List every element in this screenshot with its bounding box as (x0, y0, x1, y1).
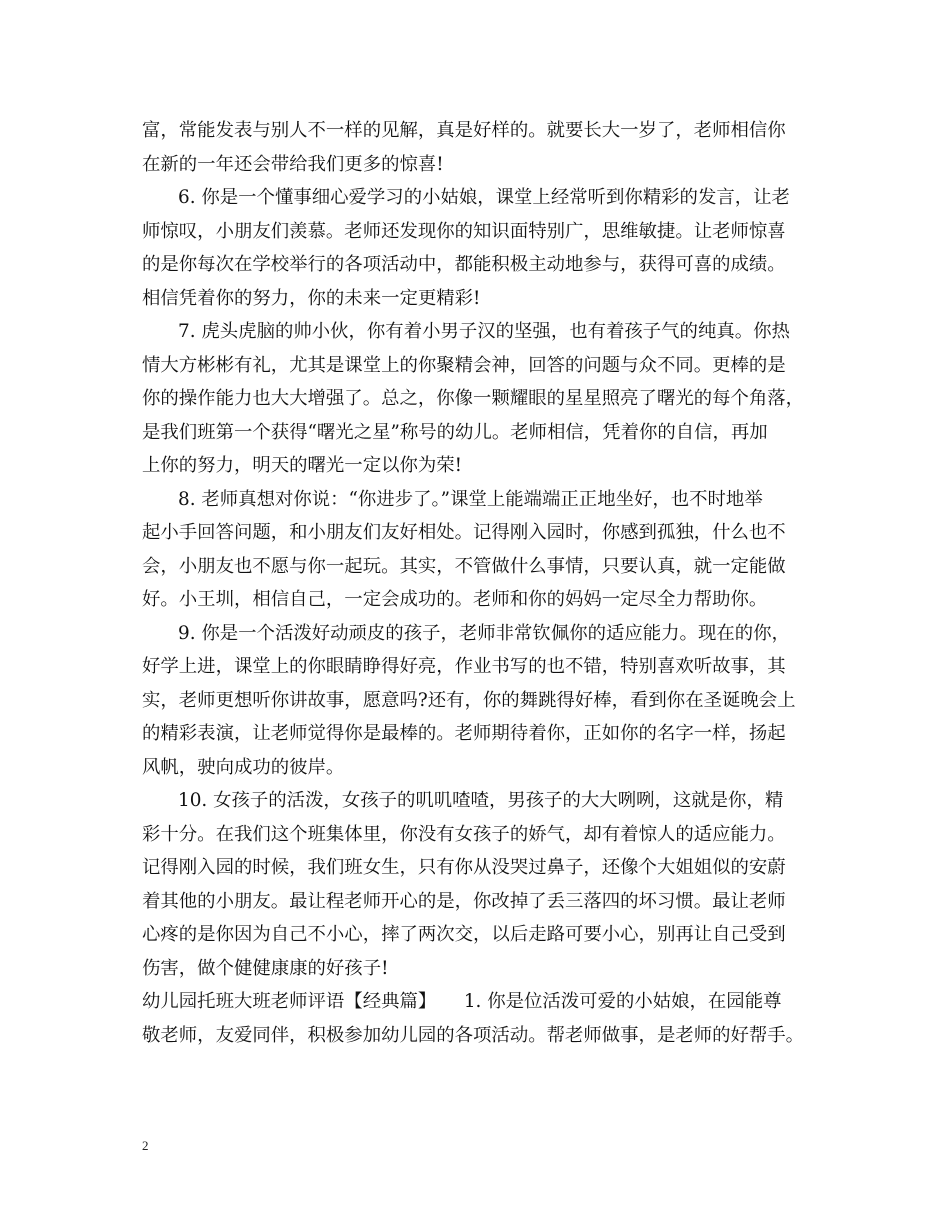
text-line: 的是你每次在学校举行的各项活动中，都能积极主动地参与，获得可喜的成绩。 (142, 254, 786, 275)
text-line: 10. 女孩子的活泼，女孩子的叽叽喳喳，男孩子的大大咧咧，这就是你，精 (178, 790, 784, 811)
text-line: 你的操作能力也大大增强了。总之，你像一颗耀眼的星星照亮了曙光的每个角落， (142, 388, 805, 409)
text-line: 是我们班第一个获得“曙光之星”称号的幼儿。老师相信，凭着你的自信，再加 (142, 421, 768, 443)
text-line: 富，常能发表与别人不一样的见解，真是好样的。就要长大一岁了，老师相信你 (142, 120, 786, 141)
text-line: 敬老师，友爱同伴，积极参加幼儿园的各项活动。帮老师做事，是老师的好帮手。 (142, 1024, 805, 1046)
text-line: 9. 你是一个活泼好动顽皮的孩子，老师非常钦佩你的适应能力。现在的你， (178, 622, 790, 644)
text-line: 在新的一年还会带给我们更多的惊喜! (142, 153, 444, 175)
document-body (142, 114, 812, 1052)
text-line: 师惊叹，小朋友们羡慕。老师还发现你的知识面特别广，思维敏捷。让老师惊喜 (142, 220, 786, 242)
text-line: 着其他的小朋友。最让程老师开心的是，你改掉了丢三落四的坏习惯。最让老师 (142, 890, 786, 912)
text-line: 7. 虎头虎脑的帅小伙，你有着小男子汉的坚强，也有着孩子气的纯真。你热 (178, 321, 790, 342)
text-line: 好学上进，课堂上的你眼睛睁得好亮，作业书写的也不错，特别喜欢听故事，其 (142, 656, 786, 677)
text-line: 心疼的是你因为自己不小心，摔了两次交，以后走路可要小心，别再让自己受到 (142, 924, 786, 945)
text-line: 上你的努力，明天的曙光一定以你为荣! (142, 455, 463, 476)
text-line: 8. 老师真想对你说：“你进步了。”课堂上能端端正正地坐好，也不时地举 (178, 488, 763, 510)
text-line: 彩十分。在我们这个班集体里，你没有女孩子的娇气，却有着惊人的适应能力。 (142, 823, 786, 845)
text-line: 会，小朋友也不愿与你一起玩。其实，不管做什么事情，只要认真，就一定能做 (142, 555, 786, 577)
text-line: 风帆，驶向成功的彼岸。 (142, 756, 345, 778)
text-line: 幼儿园托班大班老师评语【经典篇】 1. 你是位活泼可爱的小姑娘，在园能尊 (142, 991, 782, 1012)
text-line: 情大方彬彬有礼，尤其是课堂上的你聚精会神，回答的问题与众不同。更棒的是 (142, 354, 786, 376)
text-line: 伤害，做个健健康康的好孩子! (142, 957, 389, 979)
page-number: 2 (142, 1138, 149, 1153)
text-line: 记得刚入园的时候，我们班女生，只有你从没哭过鼻子，还像个大姐姐似的安蔚 (142, 857, 786, 878)
text-line: 6. 你是一个懂事细心爱学习的小姑娘，课堂上经常听到你精彩的发言，让老 (178, 187, 790, 208)
text-line: 好。小王圳，相信自己，一定会成功的。老师和你的妈妈一定尽全力帮助你。 (142, 589, 768, 610)
text-line: 实，老师更想听你讲故事，愿意吗?还有，你的舞跳得好棒，看到你在圣诞晚会上 (142, 689, 796, 711)
text-line: 的精彩表演，让老师觉得你是最棒的。老师期待着你，正如你的名字一样，扬起 (142, 723, 786, 744)
text-line: 起小手回答问题，和小朋友们友好相处。记得刚入园时，你感到孤独，什么也不 (142, 522, 786, 543)
text-line: 相信凭着你的努力，你的未来一定更精彩! (142, 287, 481, 309)
